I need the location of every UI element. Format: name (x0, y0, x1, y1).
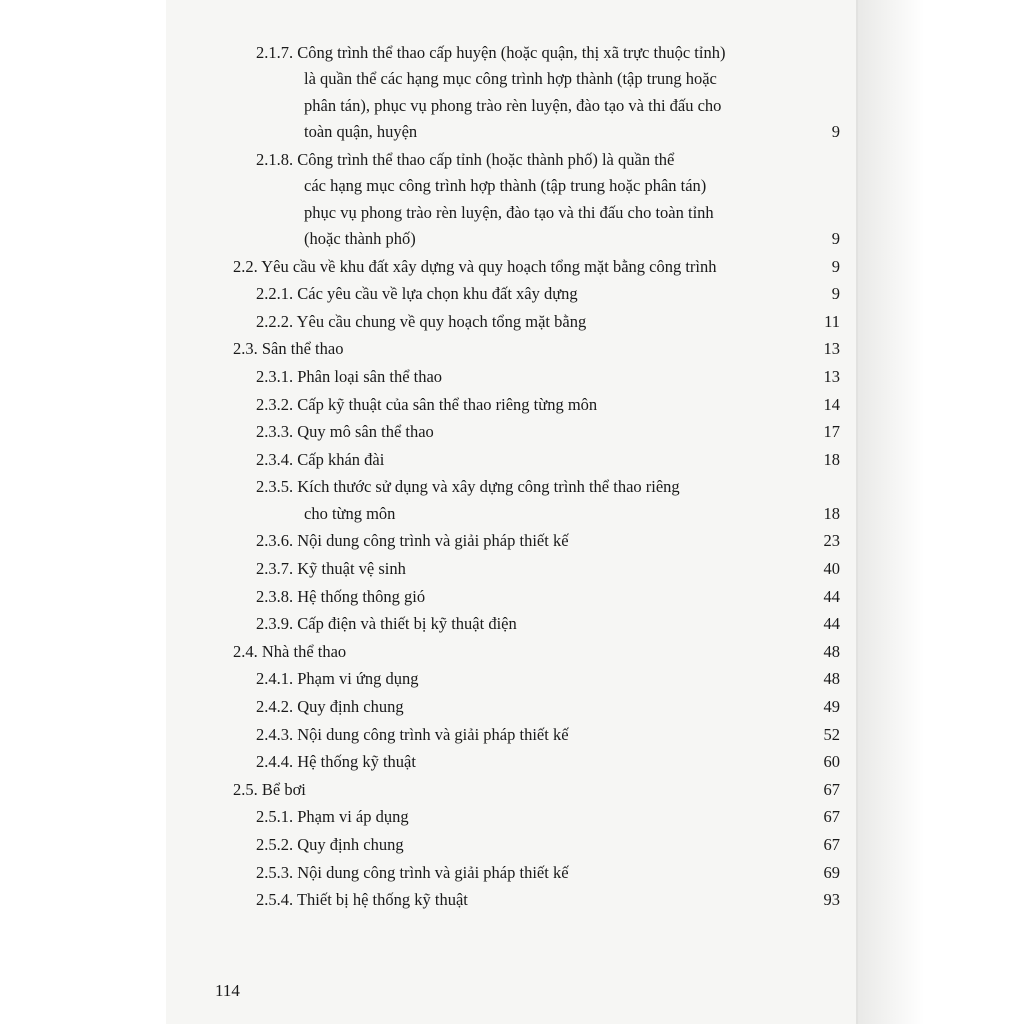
toc-page-number: 14 (823, 394, 840, 414)
toc-entry-line: các hạng mục công trình hợp thành (tập trung hoặc phân tán) (304, 176, 707, 196)
toc-page-number: 17 (823, 422, 840, 442)
toc-entry-line: cho từng môn (304, 503, 396, 523)
toc-page-number: 44 (823, 586, 840, 606)
toc-entry-line: 2.4.4. Hệ thống kỹ thuật (256, 752, 416, 772)
toc-page-number: 11 (824, 311, 840, 331)
toc-entry-line: 2.3. Sân thể thao (233, 339, 344, 359)
toc-entry-line: 2.3.3. Quy mô sân thể thao (256, 422, 434, 442)
toc-page-number: 60 (823, 752, 840, 772)
toc-page-number: 9 (831, 229, 840, 248)
toc-page-number: 49 (823, 697, 840, 716)
toc-page-number: 9 (831, 256, 840, 276)
toc-page-number: 9 (831, 122, 840, 142)
toc-page-number: 23 (823, 531, 840, 551)
toc-entry-line: 2.3.5. Kích thước sử dụng và xây dựng công trình thể thao riêng (256, 477, 680, 497)
toc-entry-line: 2.5.3. Nội dung công trình và giải pháp thiết kế (256, 862, 569, 882)
toc-page-number: 44 (823, 614, 840, 634)
toc-entry-line: phục vụ phong trào rèn luyện, đào tạo và thi đấu cho toàn tỉnh (304, 202, 714, 222)
toc-entry-line: 2.3.9. Cấp điện và thiết bị kỹ thuật điện (256, 614, 517, 634)
toc-entry-line: 2.2.1. Các yêu cầu về lựa chọn khu đất xây dựng (256, 284, 578, 304)
toc-entry-line: 2.3.2. Cấp kỹ thuật của sân thể thao riêng từng môn (256, 394, 598, 414)
toc-page-number: 48 (823, 669, 840, 689)
toc-page-number: 48 (823, 641, 840, 661)
page-number: 114 (215, 981, 240, 1000)
toc-page-number: 93 (823, 890, 840, 910)
toc-entry-line: (hoặc thành phố) (304, 229, 416, 248)
toc-entry-line: 2.3.6. Nội dung công trình và giải pháp thiết kế (256, 531, 569, 551)
toc-entry-line: 2.2.2. Yêu cầu chung về quy hoạch tổng mặt bằng (256, 311, 587, 331)
toc-page-number: 18 (823, 503, 840, 523)
toc-entry-line: 2.2. Yêu cầu về khu đất xây dựng và quy hoạch tổng mặt bằng công trình (233, 256, 717, 276)
toc-page-number: 52 (823, 724, 840, 744)
toc-entry-line: 2.4.3. Nội dung công trình và giải pháp thiết kế (256, 724, 569, 744)
toc-entry-line: 2.4.1. Phạm vi ứng dụng (256, 669, 419, 689)
toc-page-number: 13 (823, 339, 840, 359)
toc-page-number: 69 (823, 862, 840, 882)
toc-page-number: 18 (823, 449, 840, 469)
toc-entry-line: 2.3.8. Hệ thống thông gió (256, 586, 426, 606)
toc-entry-line: 2.3.7. Kỹ thuật vệ sinh (256, 559, 406, 578)
toc-entry-line: 2.4. Nhà thể thao (233, 641, 347, 661)
toc-entry-line: phân tán), phục vụ phong trào rèn luyện, đào tạo và thi đấu cho (304, 95, 722, 115)
toc-page-number: 67 (823, 807, 840, 827)
toc-page-number: 40 (823, 559, 840, 578)
toc-page-number: 67 (823, 779, 840, 799)
toc-entry-line: 2.3.1. Phân loại sân thể thao (256, 367, 443, 386)
toc-entry-line: là quần thể các hạng mục công trình hợp thành (tập trung hoặc (304, 69, 717, 89)
toc-page-number: 13 (823, 367, 840, 386)
toc-entry-line: 2.5. Bể bơi (233, 779, 306, 799)
toc-page-number: 67 (823, 835, 840, 854)
toc-entry-line: toàn quận, huyện (304, 122, 418, 142)
toc-entry-line: 2.5.4. Thiết bị hệ thống kỹ thuật (256, 890, 468, 910)
toc-entry-line: 2.3.4. Cấp khán đài (256, 449, 385, 469)
toc-entry-line: 2.1.8. Công trình thể thao cấp tỉnh (hoặc thành phố) là quần thể (256, 149, 675, 169)
toc-entry-line: 2.5.1. Phạm vi áp dụng (256, 807, 409, 827)
toc-entry-line: 2.1.7. Công trình thể thao cấp huyện (hoặc quận, thị xã trực thuộc tỉnh) (256, 43, 726, 62)
toc-page-number: 9 (831, 284, 840, 304)
toc-entry-line: 2.5.2. Quy định chung (256, 835, 404, 854)
toc-entry-line: 2.4.2. Quy định chung (256, 697, 404, 716)
